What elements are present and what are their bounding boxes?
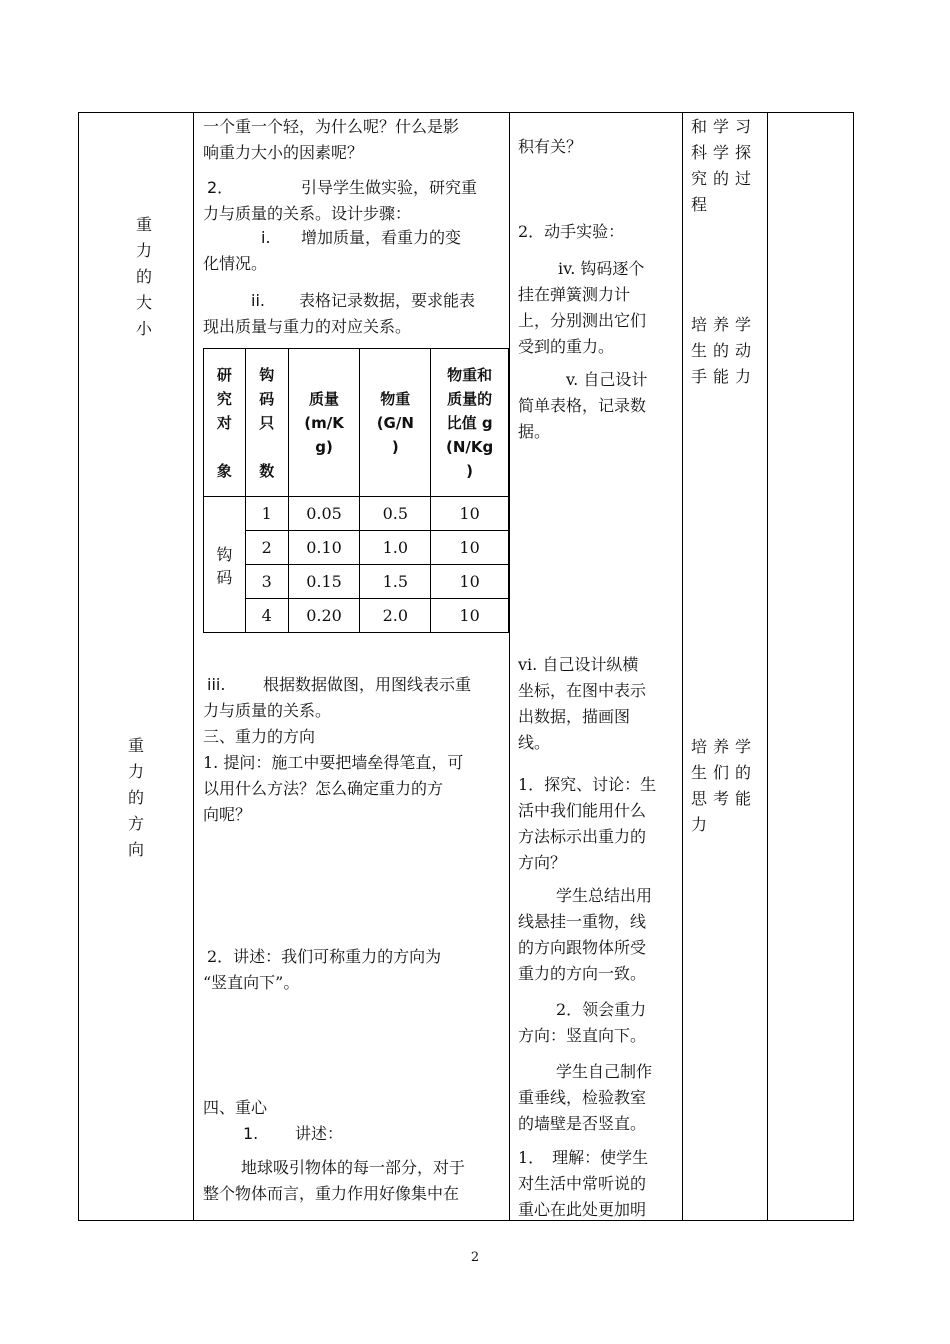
student-activity-vi: vi. 自己设计纵横 坐标，在图中表示 出数据，描画图 线。 (518, 655, 647, 752)
table-cell: 10 (431, 599, 509, 633)
student-make-plumb-line: 学生自己制作 重垂线，检验教室 的墙壁是否竖直。 (518, 1062, 653, 1133)
student-discussion: 1．探究、讨论：生 活中我们能用什么 方法标示出重力的 方向？ (518, 775, 657, 872)
student-understand-center: 1． 理解：使学生 对生活中常听说的 重心在此处更加明 (518, 1148, 649, 1219)
table-row (204, 531, 509, 565)
column-divider (193, 112, 194, 1221)
student-summary: 学生总结出用 线悬挂一重物，线 的方向跟物体所受 重力的方向一致。 (518, 886, 653, 983)
aim-hands-on: 培养学 生的动 手能力 (691, 315, 758, 386)
teacher-explain-direction: 2．讲述：我们可称重力的方向为 “竖直向下”。 (203, 947, 442, 992)
column-divider (682, 112, 683, 1221)
table-cell: 2.0 (360, 599, 431, 633)
column-divider (509, 112, 510, 1221)
student-activity-iv: iv. 钩码逐个 挂在弹簧测力计 上，分别测出它们 受到的重力。 (518, 259, 647, 356)
table-cell: 2 (245, 531, 288, 565)
teacher-step-iii: iii. 根据数据做图，用图线表示重 力与质量的关系。 三、重力的方向 1. 提问：施工中要把墙垒得笔直，可 以用什么方法？怎么确定重力的方 向呢？ (203, 675, 472, 824)
teacher-center-gravity: 四、重心 1. 讲述： 地球吸引物体的每一部分，对于 整个物体而言，重力作用好像集中在 (203, 1098, 466, 1203)
table-cell: 3 (245, 565, 288, 599)
teacher-intro: 一个重一个轻，为什么呢？什么是影 响重力大小的因素呢？ (203, 117, 460, 162)
table-cell: 10 (431, 565, 509, 599)
table-cell: 10 (431, 531, 509, 565)
teacher-step-ii: ii. 表格记录数据，要求能表 现出质量与重力的对应关系。 (203, 291, 476, 336)
column-divider (767, 112, 768, 1221)
table-header: 质量 (m/K g) (288, 349, 360, 497)
table-cell: 4 (245, 599, 288, 633)
table-cell: 1.0 (360, 531, 431, 565)
table-cell: 10 (431, 497, 509, 531)
aim-science-process: 和学习 科学探 究的过 程 (691, 117, 758, 214)
table-header: 物重和 质量的 比值 g (N/Kg ) (431, 349, 509, 497)
table-cell: 0.15 (288, 565, 360, 599)
table-cell: 1.5 (360, 565, 431, 599)
table-header: 研 究 对 象 (204, 349, 246, 497)
student-activity-1: 积有关？ (518, 137, 583, 156)
teacher-step2: 2． 引导学生做实验，研究重 力与质量的关系。设计步骤： (203, 178, 478, 223)
teacher-step-i: i. 增加质量，看重力的变 化情况。 (203, 228, 462, 273)
lesson-table-frame (78, 112, 854, 1221)
aim-thinking: 培养学 生们的 思考能 力 (691, 737, 758, 834)
student-activity-2: 2．动手实验： (518, 222, 625, 241)
table-cell: 0.05 (288, 497, 360, 531)
table-header: 钩 码 只 数 (245, 349, 288, 497)
table-row (204, 565, 509, 599)
table-cell: 0.10 (288, 531, 360, 565)
table-row (204, 599, 509, 633)
table-cell: 1 (245, 497, 288, 531)
table-header: 物重 (G/N ) (360, 349, 431, 497)
student-understand-direction: 2．领会重力 方向：竖直向下。 (518, 1000, 647, 1045)
topic-gravity-direction: 重 力 的 方 向 (127, 736, 144, 859)
table-cell: 0.20 (288, 599, 360, 633)
table-header-row (204, 349, 509, 497)
page-number: 2 (470, 1250, 480, 1265)
table-cell-object: 钩 码 (204, 497, 246, 633)
student-activity-v: v. 自己设计 简单表格，记录数 据。 (518, 370, 648, 441)
topic-gravity-magnitude: 重 力 的 大 小 (135, 215, 152, 338)
data-table (203, 348, 509, 633)
table-row (204, 497, 509, 531)
table-cell: 0.5 (360, 497, 431, 531)
